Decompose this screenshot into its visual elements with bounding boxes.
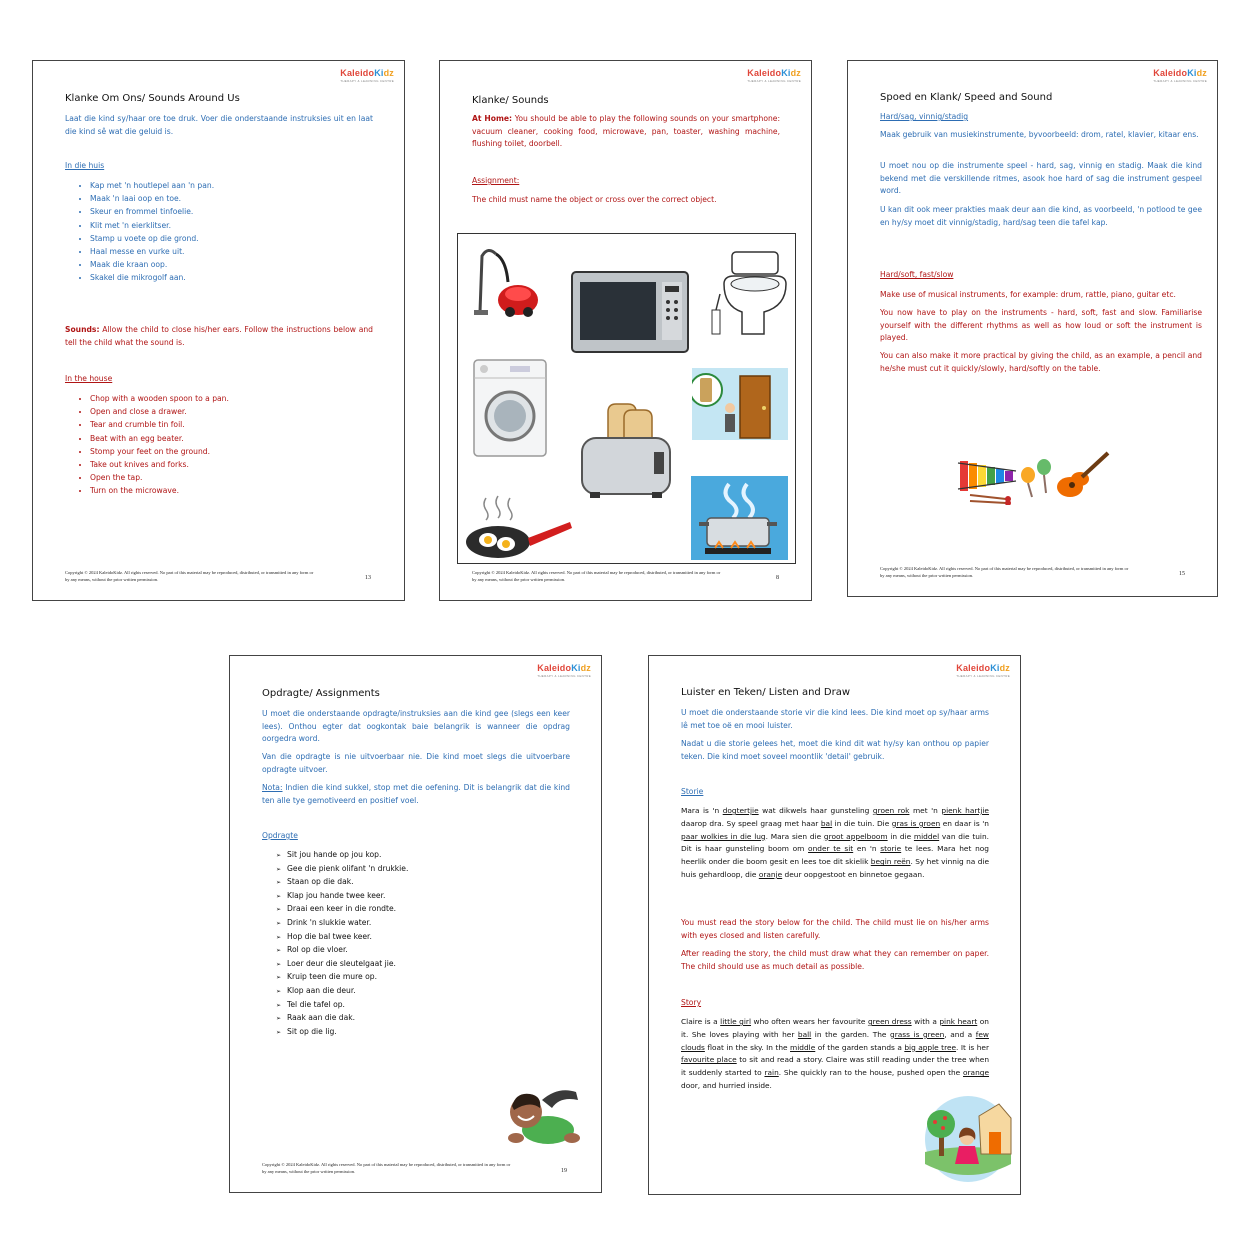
list-item: ➢ Loer deur die sleutelgaat jie. [276,958,408,972]
paragraph-afrikaans: Maak gebruik van musiekinstrumente, byvoorbeeld: drom, ratel, klavier, kitaar ens. [880,130,1199,139]
toilet-icon [710,248,790,348]
section-heading-afrikaans: Hard/sag, vinnig/stadig [880,112,969,121]
page-title: Opdragte/ Assignments [262,688,380,699]
paragraph-instructions: U moet die onderstaande opdragte/instruksies aan die kind gee (slegs een keer lees). Onthou egter dat oogkontak baie belangrik is wanneer die opdrag oorgedra word. [262,709,570,743]
page-number: 8 [776,575,779,581]
boiling-pot-icon [691,476,788,560]
list-item: • Chop with a wooden spoon to a pan. [90,392,229,405]
assignment-heading: Assignment: [472,176,520,185]
worksheet-page-listen-and-draw [648,655,1021,1195]
worksheet-page-assignments [229,655,602,1193]
paragraph-english: Make use of musical instruments, for example: drum, rattle, piano, guitar etc. [880,290,1176,299]
list-item: • Stamp u voete op die grond. [90,232,214,245]
paragraph-english: You can also make it more practical by giving the child, as an example, a pencil and he/she must cut it quickly/slowly, hard/softly on the table. [880,351,1202,373]
story-heading-afrikaans: Storie [681,787,704,796]
section-heading: Opdragte [262,831,298,840]
musical-instruments-icon [956,447,1114,505]
paragraph-english: You must read the story below for the child. The child must lie on his/her arms with eyes closed and listen carefully. [681,918,989,940]
vacuum-cleaner-icon [466,242,546,322]
paragraph-afrikaans: U moet nou op die instrumente speel - hard, sag, vinnig en stadig. Maak die kind bekend met die verskillende ritmes, asook hoe hard of sag die instrument gespeel word. [880,161,1202,195]
list-item: • Stomp your feet on the ground. [90,445,229,458]
list-item: ➢ Staan op die dak. [276,876,408,890]
intro-english: Sounds: Allow the child to close his/her ears. Follow the instructions below and tell the child what the sound is. [65,325,373,347]
page-title: Spoed en Klank/ Speed and Sound [880,92,1053,103]
copyright-footer: Copyright © 2024 KaleidoKidz. All rights reserved. No part of this material may be reproduced, distributed, or transmitted in any form or by any means, without the prior written permission. [65,570,314,582]
instruction-list-afrikaans [68,179,214,285]
worksheet-page-speed-and-sound [847,60,1218,597]
list-item: ➢ Kruip teen die mure op. [276,971,408,985]
section-heading-afrikaans: In die huis [65,161,105,170]
section-heading-english: Hard/soft, fast/slow [880,270,954,279]
list-item: ➢ Drink 'n slukkie water. [276,917,408,931]
paragraph-afrikaans: U kan dit ook meer prakties maak deur aan die kind, as voorbeeld, 'n potlood te gee en hy/sy moet dit vinnig/stadig, hard/sag teen die tafel kap. [880,205,1202,227]
section-heading-english: In the house [65,374,113,383]
kaleidokidz-logo: KaleidoKidz THERAPY & LEARNING CENTRE [747,68,801,83]
story-heading-english: Story [681,998,702,1007]
list-item: ➢ Sit op die lig. [276,1026,408,1040]
page-title: Luister en Teken/ Listen and Draw [681,687,851,698]
copyright-footer: Copyright © 2024 KaleidoKidz. All rights reserved. No part of this material may be reproduced, distributed, or transmitted in any form or by any means, without the prior written permission. [880,566,1129,578]
kaleidokidz-logo: KaleidoKidz THERAPY & LEARNING CENTRE [1153,68,1207,83]
list-item: ➢ Klap jou hande twee keer. [276,890,408,904]
worksheet-page-sounds-around-us [32,60,405,601]
list-item: • Klit met 'n eierklitser. [90,219,214,232]
paragraph-afrikaans: U moet die onderstaande storie vir die kind lees. Die kind moet op sy/haar arms lê met toe oë en mooi luister. [681,708,989,730]
list-item: ➢ Tel die tafel op. [276,999,408,1013]
paragraph-english: You now have to play on the instruments - hard, soft, fast and slow. Familiarise yourself with the different rhythms as well as how loud or soft the instrument is played. [880,308,1202,342]
child-lying-illustration [502,1082,582,1152]
page-number: 13 [365,575,371,581]
kaleidokidz-logo: KaleidoKidz THERAPY & LEARNING CENTRE [340,68,394,83]
assignment-text: The child must name the object or cross over the correct object. [472,195,717,204]
paragraph-english: After reading the story, the child must draw what they can remember on paper. The child should use as much detail as possible. [681,949,989,971]
copyright-footer: Copyright © 2024 KaleidoKidz. All rights reserved. No part of this material may be reproduced, distributed, or transmitted in any form or by any means, without the prior written permission. [472,570,721,582]
girl-garden-illustration [923,1094,1013,1184]
assignment-list [276,849,408,1039]
kaleidokidz-logo: KaleidoKidz THERAPY & LEARNING CENTRE [537,663,591,678]
list-item: • Maak 'n laai oop en toe. [90,192,214,205]
list-item: • Take out knives and forks. [90,458,229,471]
list-item: • Skakel die mikrogolf aan. [90,271,214,284]
copyright-footer: Copyright © 2024 KaleidoKidz. All rights reserved. No part of this material may be reproduced, distributed, or transmitted in any form or by any means, without the prior written permission. [262,1162,511,1174]
frying-pan-icon [464,492,574,562]
list-item: • Turn on the microwave. [90,484,229,497]
washing-machine-icon [470,358,550,460]
list-item: ➢ Gee die pienk olifant 'n drukkie. [276,863,408,877]
paragraph-instructions: Van die opdragte is nie uitvoerbaar nie. Die kind moet slegs die uitvoerbare opdragte uitvoer. [262,752,570,774]
paragraph-afrikaans: Nadat u die storie gelees het, moet die kind dit wat hy/sy kan onthou op papier teken. Die kind moet soveel moontlik 'detail' gebruik. [681,739,989,761]
doorbell-icon [692,368,788,440]
list-item: ➢ Sit jou hande op jou kop. [276,849,408,863]
story-afrikaans: Mara is 'n dogtertjie wat dikwels haar gunsteling groen rok met 'n pienk hartjie daarop dra. Sy speel graag met haar bal in die tuin. Die gras is groen en daar is 'n paar wolkies in die lug. Mara sien die groot appelboom in die middel van die tuin. Dit is haar gunsteling boom om onder te sit en 'n storie te lees. Mara het nog heerlik onder die boom gesit en lees toe dit skielik begin reën. Sy het vinnig na die huis gehardloop, die oranje deur oopgestoot en binnetoe gegaan. [681,806,989,879]
paragraph-note: Nota: Indien die kind sukkel, stop met die oefening. Dit is belangrik dat die kind ten alle tye gemotiveerd en positief voel. [262,783,570,805]
microwave-icon [570,268,690,358]
list-item: • Open the tap. [90,471,229,484]
list-item: ➢ Raak aan die dak. [276,1012,408,1026]
list-item: • Maak die kraan oop. [90,258,214,271]
at-home-instructions: At Home: You should be able to play the following sounds on your smartphone: vacuum cleaner, cooking food, microwave, pan, toaster, washing machine, flushing toilet, doorbell. [472,114,781,148]
list-item: • Skeur en frommel tinfoelie. [90,205,214,218]
story-english: Claire is a little girl who often wears her favourite green dress with a pink heart on it. She loves playing with her ball in the garden. The grass is green, and a few clouds float in the sky. In the middle of the garden stands a big apple tree. It is her favourite place to sit and read a story. Claire was still reading under the tree when it suddenly started to rain. She quickly ran to the house, pushed open the orange door, and hurried inside. [681,1017,990,1090]
kaleidokidz-logo: KaleidoKidz THERAPY & LEARNING CENTRE [956,663,1010,678]
toaster-icon [576,402,676,502]
sound-objects-panel [457,233,796,564]
page-title: Klanke Om Ons/ Sounds Around Us [65,93,240,104]
list-item: • Open and close a drawer. [90,405,229,418]
list-item: ➢ Hop die bal twee keer. [276,931,408,945]
list-item: ➢ Rol op die vloer. [276,944,408,958]
page-title: Klanke/ Sounds [472,95,549,106]
list-item: • Haal messe en vurke uit. [90,245,214,258]
list-item: ➢ Klop aan die deur. [276,985,408,999]
intro-afrikaans: Laat die kind sy/haar ore toe druk. Voer die onderstaande instruksies uit en laat die kind sê wat die geluid is. [65,114,373,136]
page-number: 19 [561,1168,567,1174]
list-item: • Kap met 'n houtlepel aan 'n pan. [90,179,214,192]
list-item: • Tear and crumble tin foil. [90,418,229,431]
list-item: ➢ Draai een keer in die rondte. [276,903,408,917]
page-number: 15 [1179,571,1185,577]
worksheet-page-sounds [439,60,812,601]
instruction-list-english [68,392,229,498]
list-item: • Beat with an egg beater. [90,432,229,445]
